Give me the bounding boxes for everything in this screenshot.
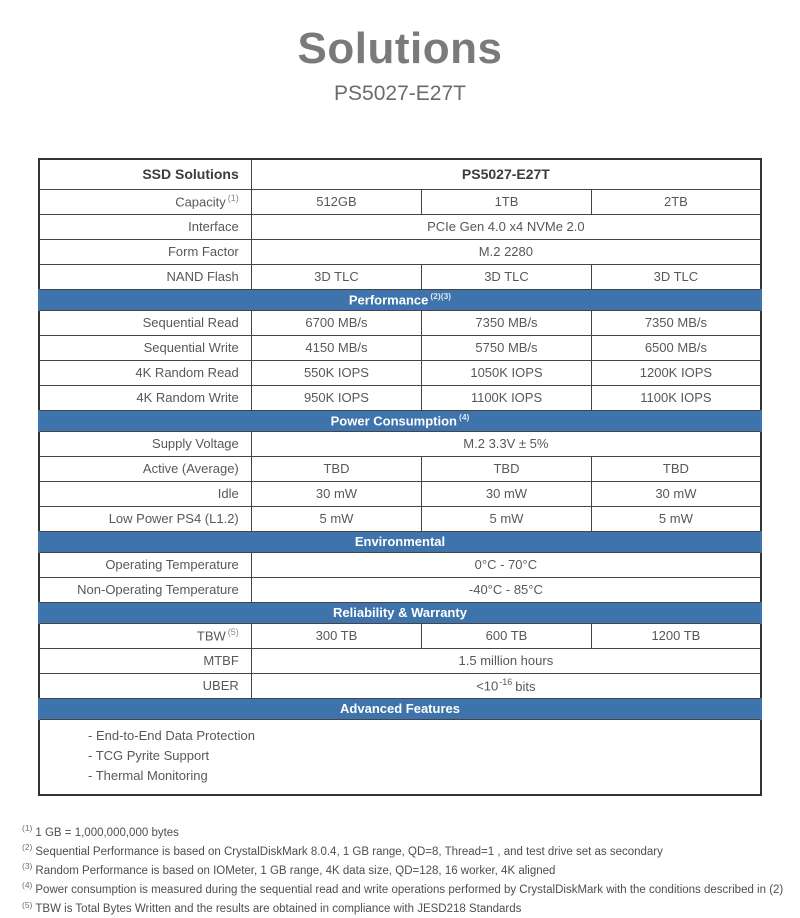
row-seq-write-label: Sequential Write: [39, 335, 251, 360]
section-performance: [39, 289, 761, 310]
mtbf-value: 1.5 million hours: [251, 648, 761, 673]
footnote: [22, 860, 800, 879]
footnote-marker: (1): [22, 822, 33, 833]
seq-write-1tb: 5750 MB/s: [422, 335, 592, 360]
row-random-write: [39, 385, 761, 410]
row-mtbf: [39, 648, 761, 673]
footnote-text: Power consumption is measured during the sequential read and write operations performed by CrystalDiskMark with the conditions described in (2): [35, 884, 784, 897]
header-left-label: SSD Solutions: [39, 159, 251, 189]
row-interface-label: Interface: [39, 214, 251, 239]
row-nand-flash-label: NAND Flash: [39, 264, 251, 289]
footnote-marker: (3): [22, 861, 33, 872]
table-header-row: [39, 159, 761, 189]
random-write-1tb: 1100K IOPS: [422, 385, 592, 410]
footnote-text: Sequential Performance is based on CrystalDiskMark 8.0.4, 1 GB range, QD=8, Thread=1 , and test drive set as secondary: [35, 845, 663, 858]
page: [0, 24, 800, 916]
idle-2tb: 30 mW: [591, 481, 761, 506]
row-non-operating-temp: [39, 577, 761, 602]
row-low-power-label: Low Power PS4 (L1.2): [39, 506, 251, 531]
seq-write-2tb: 6500 MB/s: [591, 335, 761, 360]
tbw-1tb: 600 TB: [422, 623, 592, 648]
feature-item: - TCG Pyrite Support: [88, 747, 210, 763]
feature-item: - Thermal Monitoring: [88, 767, 208, 783]
spec-table: [38, 158, 762, 796]
header-product-name: PS5027-E27T: [251, 159, 761, 189]
section-advanced-features: [39, 698, 761, 719]
idle-512gb: 30 mW: [251, 481, 421, 506]
uber-suffix: bits: [515, 678, 536, 694]
row-random-read-label: 4K Random Read: [39, 360, 251, 385]
row-low-power: [39, 506, 761, 531]
seq-read-2tb: 7350 MB/s: [591, 310, 761, 335]
label-text: TBW: [196, 628, 226, 644]
row-idle: [39, 481, 761, 506]
section-reliability-band: [39, 602, 761, 623]
operating-temp-value: 0°C - 70°C: [251, 552, 761, 577]
footnote-text: Random Performance is based on IOMeter, 1 GB range, 4K data size, QD=128, 16 worker, 4K aligned: [35, 865, 556, 878]
footnote: [22, 879, 800, 898]
row-sequential-write: [39, 335, 761, 360]
row-seq-read-label: Sequential Read: [39, 310, 251, 335]
footnote: [22, 841, 800, 860]
section-advanced-band: [39, 698, 761, 719]
row-form-factor-label: Form Factor: [39, 239, 251, 264]
label-text: Capacity: [175, 194, 226, 210]
nand-cell-3: 3D TLC: [591, 264, 761, 289]
supply-voltage-value: M.2 3.3V ± 5%: [251, 431, 761, 456]
row-supply-voltage-label: Supply Voltage: [39, 431, 251, 456]
features-cell: [39, 719, 761, 795]
footnote: [22, 899, 800, 918]
row-uber-label: UBER: [39, 673, 251, 698]
row-uber: [39, 673, 761, 698]
seq-read-512gb: 6700 MB/s: [251, 310, 421, 335]
row-operating-temp-label: Operating Temperature: [39, 552, 251, 577]
feature-item: - End-to-End Data Protection: [88, 727, 255, 743]
row-random-read: [39, 360, 761, 385]
section-environmental-band: [39, 531, 761, 552]
tbw-512gb: 300 TB: [251, 623, 421, 648]
non-operating-temp-value: -40°C - 85°C: [251, 577, 761, 602]
uber-value: [251, 673, 761, 698]
footnote-marker: (4): [459, 412, 470, 423]
low-power-1tb: 5 mW: [422, 506, 592, 531]
random-write-2tb: 1100K IOPS: [591, 385, 761, 410]
row-non-operating-temp-label: Non-Operating Temperature: [39, 577, 251, 602]
random-read-1tb: 1050K IOPS: [422, 360, 592, 385]
row-capacity: [39, 189, 761, 214]
section-title: Power Consumption: [330, 413, 457, 429]
section-performance-band: [39, 289, 761, 310]
footnote-marker: (5): [22, 899, 33, 910]
row-features: [39, 719, 761, 795]
footnote-marker: (4): [22, 880, 33, 891]
row-sequential-read: [39, 310, 761, 335]
footnote-text: TBW is Total Bytes Written and the results are obtained in compliance with JESD218 Standards: [35, 903, 522, 916]
row-idle-label: Idle: [39, 481, 251, 506]
tbw-2tb: 1200 TB: [591, 623, 761, 648]
row-random-write-label: 4K Random Write: [39, 385, 251, 410]
row-capacity-label: [39, 189, 251, 214]
uber-exponent: -16: [499, 677, 513, 688]
capacity-1tb: 1TB: [422, 189, 592, 214]
low-power-2tb: 5 mW: [591, 506, 761, 531]
section-power-band: [39, 410, 761, 431]
row-active-average: [39, 456, 761, 481]
random-write-512gb: 950K IOPS: [251, 385, 421, 410]
footnote-marker: (1): [227, 193, 239, 204]
row-interface: [39, 214, 761, 239]
seq-write-512gb: 4150 MB/s: [251, 335, 421, 360]
active-1tb: TBD: [422, 456, 592, 481]
seq-read-1tb: 7350 MB/s: [422, 310, 592, 335]
nand-cell-1: 3D TLC: [251, 264, 421, 289]
section-environmental: [39, 531, 761, 552]
interface-value: PCIe Gen 4.0 x4 NVMe 2.0: [251, 214, 761, 239]
capacity-512gb: 512GB: [251, 189, 421, 214]
row-operating-temp: [39, 552, 761, 577]
uber-prefix: <10: [476, 678, 499, 694]
row-active-label: Active (Average): [39, 456, 251, 481]
footnote: [22, 822, 800, 841]
section-title: Environmental: [354, 534, 446, 549]
low-power-512gb: 5 mW: [251, 506, 421, 531]
random-read-2tb: 1200K IOPS: [591, 360, 761, 385]
section-title: Reliability & Warranty: [333, 605, 467, 620]
page-title: Solutions: [297, 24, 503, 73]
row-supply-voltage: [39, 431, 761, 456]
row-tbw: [39, 623, 761, 648]
active-2tb: TBD: [591, 456, 761, 481]
section-reliability: [39, 602, 761, 623]
footnotes: [22, 822, 800, 918]
footnote-marker: (5): [227, 627, 239, 638]
row-mtbf-label: MTBF: [39, 648, 251, 673]
active-512gb: TBD: [251, 456, 421, 481]
footnote-marker: (2)(3): [430, 291, 452, 302]
footnote-text: 1 GB = 1,000,000,000 bytes: [35, 826, 179, 839]
footnote-marker: (2): [22, 842, 33, 853]
section-title: Advanced Features: [340, 701, 460, 716]
row-nand-flash: [39, 264, 761, 289]
page-subtitle: PS5027-E27T: [334, 82, 466, 105]
section-power-consumption: [39, 410, 761, 431]
form-factor-value: M.2 2280: [251, 239, 761, 264]
idle-1tb: 30 mW: [422, 481, 592, 506]
row-tbw-label: [39, 623, 251, 648]
section-title: Performance: [348, 292, 429, 308]
row-form-factor: [39, 239, 761, 264]
random-read-512gb: 550K IOPS: [251, 360, 421, 385]
nand-cell-2: 3D TLC: [422, 264, 592, 289]
capacity-2tb: 2TB: [591, 189, 761, 214]
